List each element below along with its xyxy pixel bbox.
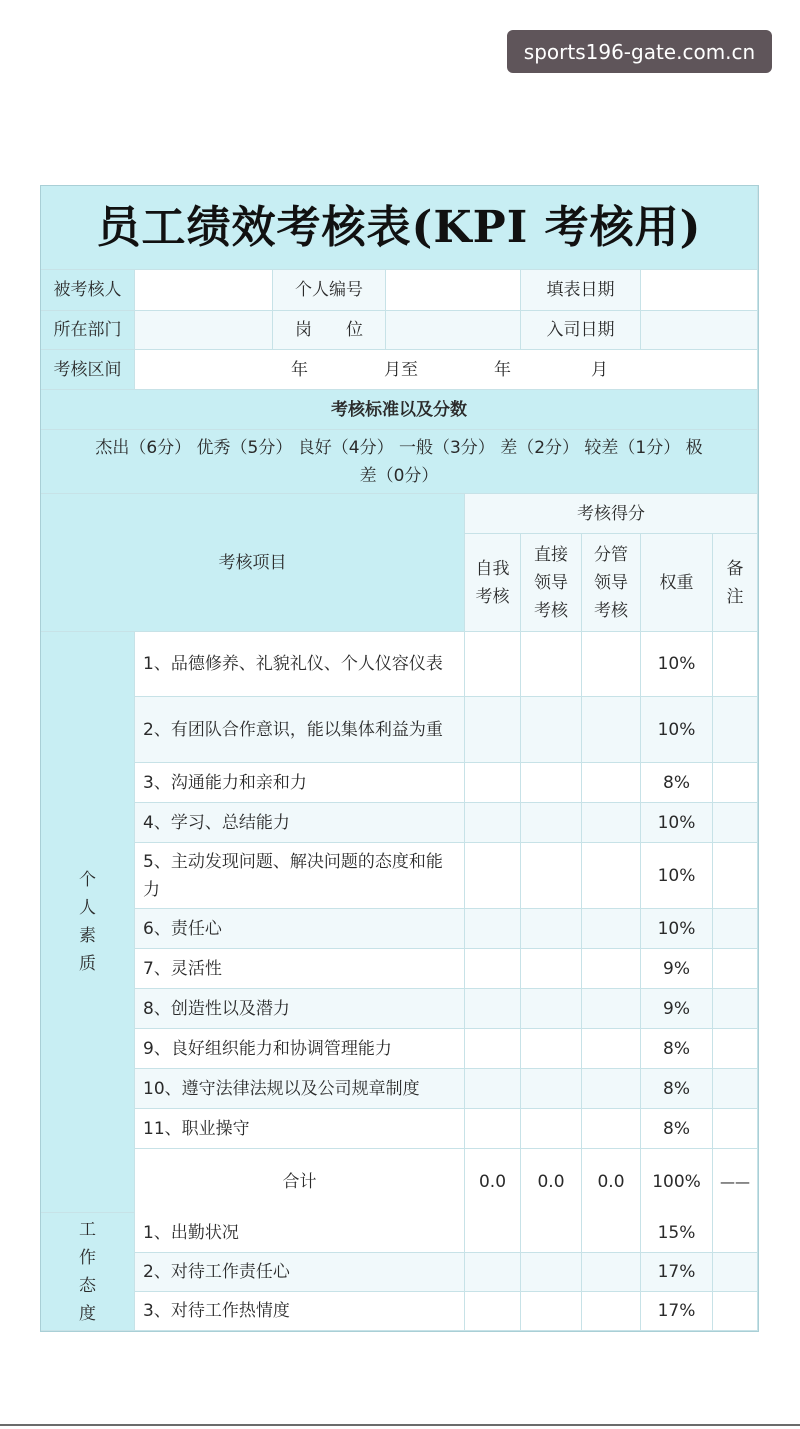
remark-score-cell[interactable] (713, 632, 758, 697)
weight-value: 8% (641, 1069, 713, 1109)
kpi-form (40, 185, 759, 1332)
criterion-label: 6、责任心 (135, 909, 465, 949)
weight-header: 权重 (641, 534, 713, 632)
employee-id-field[interactable] (386, 270, 521, 311)
branch-score-cell[interactable] (582, 1292, 641, 1331)
branch-score-cell[interactable] (582, 803, 641, 843)
header-text: 考核 (475, 586, 510, 607)
direct-score-cell[interactable] (521, 843, 582, 909)
criterion-label: 1、品德修养、礼貌礼仪、个人仪容仪表 (135, 632, 465, 697)
header-text: 领导 (534, 572, 568, 593)
score-group-header: 考核得分 (465, 494, 758, 534)
period-year-1: 年 (291, 359, 308, 380)
section-char: 素 (79, 926, 96, 946)
header-text: 注 (726, 586, 744, 607)
weight-value: 17% (641, 1253, 713, 1292)
item-header: 考核项目 (41, 494, 465, 632)
weight-value: 15% (641, 1213, 713, 1253)
employee-id-label: 个人编号 (273, 270, 386, 311)
branch-score-cell[interactable] (582, 697, 641, 763)
criterion-label: 4、学习、总结能力 (135, 803, 465, 843)
remark-score-cell[interactable] (713, 989, 758, 1029)
self-score-cell[interactable] (465, 697, 521, 763)
section-char: 个 (79, 870, 96, 890)
weight-value: 8% (641, 1029, 713, 1069)
period-month: 月 (591, 359, 608, 380)
remark-score-cell[interactable] (713, 1109, 758, 1149)
direct-score-cell[interactable] (521, 1292, 582, 1331)
self-score-cell[interactable] (465, 1069, 521, 1109)
weight-value: 17% (641, 1292, 713, 1331)
remark-score-cell[interactable] (713, 1029, 758, 1069)
remark-score-cell[interactable] (713, 843, 758, 909)
self-score-cell[interactable] (465, 909, 521, 949)
remark-score-cell[interactable] (713, 909, 758, 949)
reviewee-field[interactable] (135, 270, 273, 311)
branch-score-cell[interactable] (582, 632, 641, 697)
standards-title: 考核标准以及分数 (41, 390, 758, 430)
self-score-cell[interactable] (465, 989, 521, 1029)
remark-score-cell[interactable] (713, 1069, 758, 1109)
self-review-header (465, 534, 521, 632)
direct-score-cell[interactable] (521, 989, 582, 1029)
total-remark: —— (713, 1149, 758, 1215)
header-text: 直接 (534, 544, 568, 565)
position-label: 岗 位 (273, 311, 386, 350)
self-score-cell[interactable] (465, 763, 521, 803)
header-text: 考核 (534, 600, 568, 621)
criterion-label: 2、对待工作责任心 (135, 1253, 465, 1292)
branch-score-cell[interactable] (582, 1253, 641, 1292)
criterion-label: 8、创造性以及潜力 (135, 989, 465, 1029)
period-month-to: 月至 (384, 359, 418, 380)
total-branch: 0.0 (582, 1149, 641, 1215)
period-label: 考核区间 (41, 350, 135, 390)
branch-score-cell[interactable] (582, 1109, 641, 1149)
weight-value: 10% (641, 697, 713, 763)
standards-line-2: 差（0分） (359, 465, 439, 486)
direct-score-cell[interactable] (521, 1069, 582, 1109)
direct-score-cell[interactable] (521, 909, 582, 949)
section-char: 工 (79, 1219, 96, 1240)
criterion-label: 3、对待工作热情度 (135, 1292, 465, 1331)
header-text: 分管 (594, 544, 628, 565)
header-text: 自我 (475, 558, 510, 579)
criterion-label: 11、职业操守 (135, 1109, 465, 1149)
remark-score-cell[interactable] (713, 1292, 758, 1331)
self-score-cell[interactable] (465, 632, 521, 697)
self-score-cell[interactable] (465, 1029, 521, 1069)
bottom-divider (0, 1424, 800, 1426)
branch-score-cell[interactable] (582, 909, 641, 949)
branch-leader-header (582, 534, 641, 632)
criterion-label: 10、遵守法律法规以及公司规章制度 (135, 1069, 465, 1109)
total-self: 0.0 (465, 1149, 521, 1215)
remark-score-cell[interactable] (713, 763, 758, 803)
direct-score-cell[interactable] (521, 763, 582, 803)
fill-date-label: 填表日期 (521, 270, 641, 311)
direct-score-cell[interactable] (521, 1253, 582, 1292)
department-field[interactable] (135, 311, 273, 350)
branch-score-cell[interactable] (582, 1029, 641, 1069)
direct-score-cell[interactable] (521, 1213, 582, 1253)
direct-score-cell[interactable] (521, 632, 582, 697)
fill-date-field[interactable] (641, 270, 758, 311)
remark-score-cell[interactable] (713, 803, 758, 843)
header-text: 领导 (594, 572, 628, 593)
period-year-2: 年 (494, 359, 511, 380)
weight-value: 10% (641, 909, 713, 949)
branch-score-cell[interactable] (582, 1069, 641, 1109)
weight-value: 10% (641, 632, 713, 697)
section-char: 作 (79, 1247, 96, 1268)
section-char: 度 (79, 1303, 96, 1324)
total-weight: 100% (641, 1149, 713, 1215)
self-score-cell[interactable] (465, 1109, 521, 1149)
watermark: sports196-gate.com.cn (507, 30, 772, 73)
branch-score-cell[interactable] (582, 1213, 641, 1253)
position-field[interactable] (386, 311, 521, 350)
branch-score-cell[interactable] (582, 843, 641, 909)
self-score-cell[interactable] (465, 1253, 521, 1292)
direct-score-cell[interactable] (521, 697, 582, 763)
remark-score-cell[interactable] (713, 1253, 758, 1292)
total-direct: 0.0 (521, 1149, 582, 1215)
direct-leader-header (521, 534, 582, 632)
weight-value: 10% (641, 803, 713, 843)
hire-date-label: 入司日期 (521, 311, 641, 350)
direct-score-cell[interactable] (521, 803, 582, 843)
weight-value: 10% (641, 843, 713, 909)
branch-score-cell[interactable] (582, 949, 641, 989)
header-text: 考核 (594, 600, 628, 621)
criterion-label: 7、灵活性 (135, 949, 465, 989)
remark-score-cell[interactable] (713, 949, 758, 989)
header-text: 备 (726, 558, 744, 579)
direct-score-cell[interactable] (521, 1109, 582, 1149)
standards-text (41, 430, 758, 494)
branch-score-cell[interactable] (582, 989, 641, 1029)
remark-header (713, 534, 758, 632)
self-score-cell[interactable] (465, 803, 521, 843)
total-text: 合计 (135, 1149, 465, 1215)
reviewee-label: 被考核人 (41, 270, 135, 311)
remark-score-cell[interactable] (713, 697, 758, 763)
criterion-label: 5、主动发现问题、解决问题的态度和能力 (135, 843, 465, 909)
criterion-label: 9、良好组织能力和协调管理能力 (135, 1029, 465, 1069)
period-field[interactable] (135, 350, 758, 390)
criterion-label: 2、有团队合作意识，能以集体利益为重 (135, 697, 465, 763)
standards-line-1: 杰出（6分） 优秀（5分） 良好（4分） 一般（3分） 差（2分） 较差（1分） 极 (95, 437, 703, 458)
section-char: 人 (79, 898, 96, 918)
section-personal-quality-label (41, 632, 135, 1213)
section-char: 质 (79, 954, 96, 974)
branch-score-cell[interactable] (582, 763, 641, 803)
criterion-label: 1、出勤状况 (135, 1213, 465, 1253)
department-label: 所在部门 (41, 311, 135, 350)
hire-date-field[interactable] (641, 311, 758, 350)
weight-value: 9% (641, 949, 713, 989)
direct-score-cell[interactable] (521, 1029, 582, 1069)
self-score-cell[interactable] (465, 1213, 521, 1253)
direct-score-cell[interactable] (521, 949, 582, 989)
self-score-cell[interactable] (465, 949, 521, 989)
form-title: 员工绩效考核表(KPI 考核用) (41, 186, 758, 270)
self-score-cell[interactable] (465, 843, 521, 909)
weight-value: 9% (641, 989, 713, 1029)
weight-value: 8% (641, 1109, 713, 1149)
section-work-attitude-label (41, 1213, 135, 1331)
section-char: 态 (79, 1275, 96, 1296)
self-score-cell[interactable] (465, 1292, 521, 1331)
criterion-label: 3、沟通能力和亲和力 (135, 763, 465, 803)
remark-score-cell[interactable] (713, 1213, 758, 1253)
weight-value: 8% (641, 763, 713, 803)
